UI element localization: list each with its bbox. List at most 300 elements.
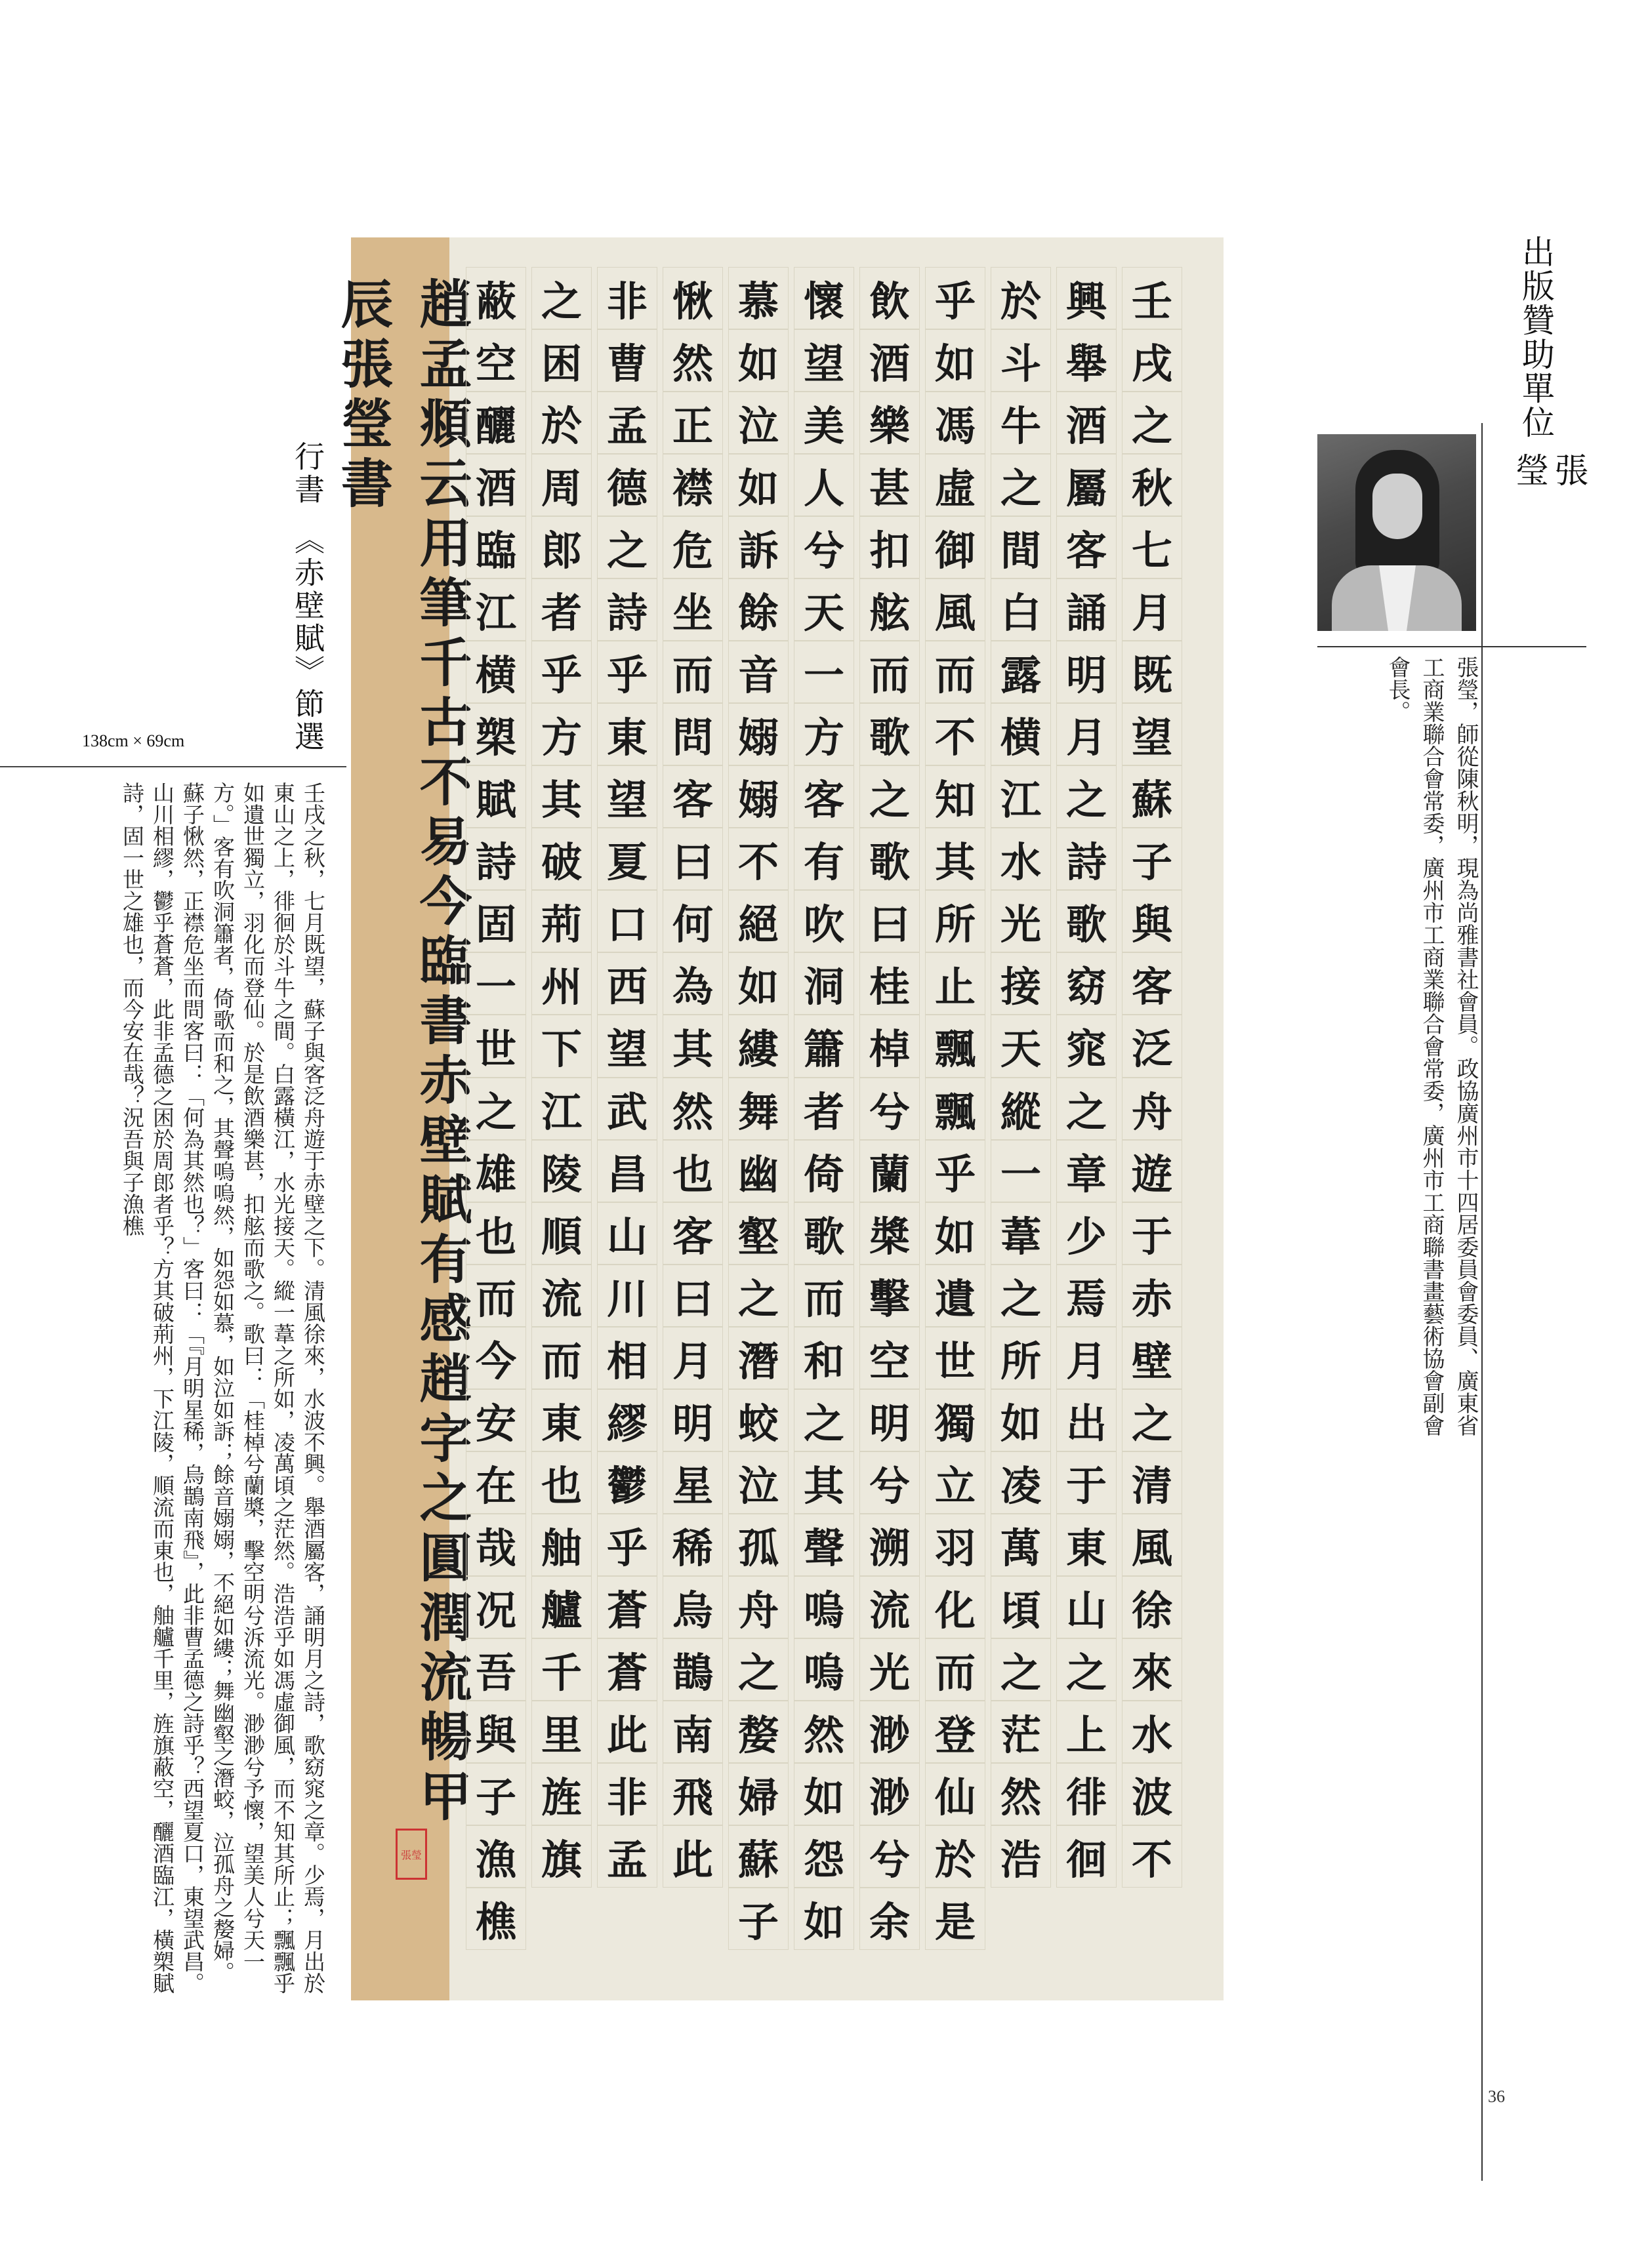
calligraphy-character: 昌	[597, 1140, 657, 1202]
calligraphy-character: 千	[531, 1638, 592, 1701]
calligraphy-character: 明	[663, 1389, 723, 1451]
calligraphy-character: 舉	[1056, 329, 1117, 392]
calligraphy-character: 泣	[728, 1451, 789, 1514]
calligraphy-character: 於	[531, 392, 592, 454]
calligraphy-character: 蛟	[728, 1389, 789, 1451]
calligraphy-character: 怨	[794, 1825, 854, 1888]
calligraphy-character: 而	[925, 641, 985, 703]
calligraphy-character: 武	[597, 1078, 657, 1140]
calligraphy-character: 之	[859, 765, 920, 828]
calligraphy-character: 酒	[1056, 392, 1117, 454]
calligraphy-character: 之	[991, 1638, 1051, 1701]
calligraphy-character: 繆	[597, 1389, 657, 1451]
calligraphy-character: 順	[531, 1202, 592, 1265]
calligraphy-character: 嗚	[794, 1576, 854, 1638]
calligraphy-character: 客	[794, 765, 854, 828]
calligraphy-character: 釃	[466, 392, 526, 454]
calligraphy-character: 樂	[859, 392, 920, 454]
calligraphy-character: 擊	[859, 1265, 920, 1327]
calligraphy-character: 茫	[991, 1701, 1051, 1763]
calligraphy-character: 牛	[991, 392, 1051, 454]
calligraphy-character: 然	[794, 1701, 854, 1763]
calligraphy-character: 也	[466, 1202, 526, 1265]
caption-divider	[0, 766, 346, 767]
calligraphy-character: 焉	[1056, 1265, 1117, 1327]
calligraphy-character: 横	[466, 641, 526, 703]
calligraphy-character: 與	[1122, 890, 1182, 952]
calligraphy-character: 詩	[1056, 828, 1117, 890]
artwork-title: 行書 《赤壁賦》節選	[290, 441, 325, 754]
calligraphy-character: 有	[794, 828, 854, 890]
calligraphy-character: 水	[1122, 1701, 1182, 1763]
calligraphy-character: 破	[531, 828, 592, 890]
calligraphy-character: 章	[1056, 1140, 1117, 1202]
calligraphy-character: 屬	[1056, 454, 1117, 516]
calligraphy-character: 潛	[728, 1327, 789, 1389]
calligraphy-character: 舞	[728, 1078, 789, 1140]
calligraphy-character: 空	[466, 329, 526, 392]
calligraphy-character: 兮	[794, 516, 854, 578]
calligraphy-character: 相	[597, 1327, 657, 1389]
calligraphy-character: 安	[466, 1389, 526, 1451]
calligraphy-character: 明	[1056, 641, 1117, 703]
calligraphy-character: 方	[794, 703, 854, 765]
calligraphy-character: 露	[991, 641, 1051, 703]
calligraphy-character: 曰	[663, 1265, 723, 1327]
calligraphy-character: 水	[991, 828, 1051, 890]
calligraphy-character: 空	[859, 1327, 920, 1389]
calligraphy-character: 幽	[728, 1140, 789, 1202]
calligraphy-character: 之	[1122, 1389, 1182, 1451]
calligraphy-character: 鵲	[663, 1638, 723, 1701]
calligraphy-column	[991, 267, 1051, 1972]
calligraphy-character: 接	[991, 952, 1051, 1015]
calligraphy-character: 戌	[1122, 329, 1182, 392]
calligraphy-character: 月	[663, 1327, 723, 1389]
calligraphy-character: 溯	[859, 1514, 920, 1576]
calligraphy-character: 壁	[1122, 1327, 1182, 1389]
calligraphy-character: 訴	[728, 516, 789, 578]
calligraphy-character: 非	[597, 1763, 657, 1825]
calligraphy-character: 遊	[1122, 1140, 1182, 1202]
calligraphy-character: 飛	[663, 1763, 723, 1825]
calligraphy-character: 徐	[1122, 1576, 1182, 1638]
calligraphy-character: 頃	[991, 1576, 1051, 1638]
calligraphy-column	[859, 267, 920, 1972]
calligraphy-character: 賦	[466, 765, 526, 828]
calligraphy-character: 扣	[859, 516, 920, 578]
calligraphy-character: 蘇	[728, 1825, 789, 1888]
sponsor-heading: 出版贊助單位	[1517, 235, 1555, 439]
calligraphy-character: 而	[925, 1638, 985, 1701]
calligraphy-character: 之	[728, 1638, 789, 1701]
calligraphy-character: 吹	[794, 890, 854, 952]
calligraphy-character: 登	[925, 1701, 985, 1763]
calligraphy-character: 飄	[925, 1015, 985, 1077]
calligraphy-column	[794, 267, 854, 1972]
calligraphy-character: 不	[925, 703, 985, 765]
calligraphy-character: 美	[794, 392, 854, 454]
calligraphy-character: 浩	[991, 1825, 1051, 1888]
calligraphy-character: 馮	[925, 392, 985, 454]
calligraphy-character: 徘	[1056, 1763, 1117, 1825]
calligraphy-character: 之	[1056, 765, 1117, 828]
calligraphy-character: 其	[663, 1015, 723, 1077]
calligraphy-character: 歌	[859, 703, 920, 765]
calligraphy-character: 一	[794, 641, 854, 703]
calligraphy-character: 蒼	[597, 1576, 657, 1638]
artwork-dimensions: 138cm × 69cm	[82, 731, 185, 750]
calligraphy-character: 酒	[466, 454, 526, 516]
calligraphy-character: 陵	[531, 1140, 592, 1202]
calligraphy-character: 然	[663, 1078, 723, 1140]
calligraphy-character: 何	[663, 890, 723, 952]
calligraphy-character: 槊	[466, 703, 526, 765]
calligraphy-character: 酒	[859, 329, 920, 392]
calligraphy-character: 旌	[531, 1763, 592, 1825]
calligraphy-character: 如	[728, 952, 789, 1015]
calligraphy-character: 江	[531, 1078, 592, 1140]
calligraphy-character: 夏	[597, 828, 657, 890]
calligraphy-character: 世	[466, 1015, 526, 1077]
calligraphy-character: 子	[728, 1888, 789, 1950]
calligraphy-character: 况	[466, 1576, 526, 1638]
calligraphy-character: 舳	[531, 1514, 592, 1576]
calligraphy-column	[597, 267, 657, 1972]
calligraphy-character: 縱	[991, 1078, 1051, 1140]
calligraphy-character: 立	[925, 1451, 985, 1514]
calligraphy-character: 歌	[794, 1202, 854, 1265]
calligraphy-character: 兮	[859, 1078, 920, 1140]
calligraphy-character: 慕	[728, 267, 789, 329]
calligraphy-character: 旗	[531, 1825, 592, 1888]
calligraphy-character: 如	[728, 329, 789, 392]
calligraphy-character: 也	[531, 1451, 592, 1514]
calligraphy-character: 客	[1122, 952, 1182, 1015]
calligraphy-character: 餘	[728, 578, 789, 641]
calligraphy-character: 波	[1122, 1763, 1182, 1825]
calligraphy-character: 者	[794, 1078, 854, 1140]
calligraphy-character: 山	[1056, 1576, 1117, 1638]
calligraphy-character: 然	[663, 329, 723, 392]
artist-bio: 張瑩，師從陳秋明，現為尚雅書社會員。政協廣州市十四居委員會委員、廣東省工商業聯合會常委，廣州市工商業聯合會常委，廣州市工商聯書畫藝術協會副會會長。	[1384, 656, 1479, 1436]
calligraphy-column	[1122, 267, 1182, 1972]
calligraphy-character: 之	[531, 267, 592, 329]
calligraphy-character: 如	[991, 1389, 1051, 1451]
calligraphy-character: 明	[859, 1389, 920, 1451]
calligraphy-character: 望	[1122, 703, 1182, 765]
calligraphy-character: 與	[466, 1701, 526, 1763]
calligraphy-character: 横	[991, 703, 1051, 765]
calligraphy-character: 西	[597, 952, 657, 1015]
calligraphy-character: 於	[991, 267, 1051, 329]
calligraphy-character: 徊	[1056, 1825, 1117, 1888]
calligraphy-character: 世	[925, 1327, 985, 1389]
calligraphy-character: 不	[1122, 1825, 1182, 1888]
calligraphy-character: 困	[531, 329, 592, 392]
calligraphy-character: 愀	[663, 267, 723, 329]
calligraphy-character: 槳	[859, 1202, 920, 1265]
calligraphy-character: 在	[466, 1451, 526, 1514]
calligraphy-character: 之	[794, 1389, 854, 1451]
calligraphy-character: 樵	[466, 1888, 526, 1950]
calligraphy-character: 里	[531, 1701, 592, 1763]
calligraphy-character: 止	[925, 952, 985, 1015]
calligraphy-character: 東	[597, 703, 657, 765]
calligraphy-character: 飲	[859, 267, 920, 329]
calligraphy-character: 虛	[925, 454, 985, 516]
calligraphy-character: 兮	[859, 1451, 920, 1514]
calligraphy-character: 也	[663, 1140, 723, 1202]
calligraphy-character: 烏	[663, 1576, 723, 1638]
calligraphy-character: 光	[991, 890, 1051, 952]
calligraphy-character: 風	[1122, 1514, 1182, 1576]
page-number: 36	[1488, 2087, 1505, 2106]
calligraphy-character: 絕	[728, 890, 789, 952]
calligraphy-character: 而	[663, 641, 723, 703]
calligraphy-character: 七	[1122, 516, 1182, 578]
calligraphy-character: 興	[1056, 267, 1117, 329]
calligraphy-character: 曹	[597, 329, 657, 392]
calligraphy-column	[466, 267, 526, 1972]
calligraphy-character: 不	[728, 828, 789, 890]
calligraphy-character: 之	[991, 1265, 1051, 1327]
calligraphy-character: 窈	[1056, 952, 1117, 1015]
calligraphy-character: 詩	[466, 828, 526, 890]
calligraphy-character: 仙	[925, 1763, 985, 1825]
calligraphy-character: 是	[925, 1888, 985, 1950]
calligraphy-character: 於	[925, 1825, 985, 1888]
calligraphy-column	[531, 267, 592, 1972]
calligraphy-character: 危	[663, 516, 723, 578]
calligraphy-character: 江	[466, 578, 526, 641]
calligraphy-character: 洞	[794, 952, 854, 1015]
calligraphy-character: 和	[794, 1327, 854, 1389]
calligraphy-character: 清	[1122, 1451, 1182, 1514]
calligraphy-character: 渺	[859, 1701, 920, 1763]
calligraphy-character: 問	[663, 703, 723, 765]
calligraphy-character: 之	[1056, 1078, 1117, 1140]
calligraphy-character: 孤	[728, 1514, 789, 1576]
calligraphy-character: 蔽	[466, 267, 526, 329]
artist-portrait-photo	[1317, 434, 1476, 631]
calligraphy-character: 流	[531, 1265, 592, 1327]
calligraphy-character: 人	[794, 454, 854, 516]
calligraphy-character: 方	[531, 703, 592, 765]
calligraphy-column	[1056, 267, 1117, 1972]
calligraphy-character: 子	[1122, 828, 1182, 890]
calligraphy-character: 客	[663, 1202, 723, 1265]
calligraphy-character: 如	[925, 1202, 985, 1265]
calligraphy-character: 蘇	[1122, 765, 1182, 828]
calligraphy-character: 子	[466, 1763, 526, 1825]
calligraphy-character: 川	[597, 1265, 657, 1327]
calligraphy-character: 臨	[466, 516, 526, 578]
calligraphy-character: 渺	[859, 1763, 920, 1825]
calligraphy-character: 間	[991, 516, 1051, 578]
calligraphy-character: 此	[663, 1825, 723, 1888]
calligraphy-character: 獨	[925, 1389, 985, 1451]
calligraphy-character: 荊	[531, 890, 592, 952]
calligraphy-character: 余	[859, 1888, 920, 1950]
calligraphy-character: 如	[925, 329, 985, 392]
red-seal-stamp: 張瑩	[396, 1829, 427, 1880]
calligraphy-character: 今	[466, 1327, 526, 1389]
calligraphy-character: 白	[991, 578, 1051, 641]
calligraphy-character: 者	[531, 578, 592, 641]
calligraphy-character: 其	[925, 828, 985, 890]
calligraphy-character: 既	[1122, 641, 1182, 703]
calligraphy-character: 歌	[859, 828, 920, 890]
calligraphy-character: 正	[663, 392, 723, 454]
calligraphy-character: 固	[466, 890, 526, 952]
calligraphy-character: 哉	[466, 1514, 526, 1576]
calligraphy-character: 蒼	[597, 1638, 657, 1701]
calligraphy-character: 如	[794, 1888, 854, 1950]
calligraphy-character: 東	[1056, 1514, 1117, 1576]
calligraphy-character: 乎	[925, 1140, 985, 1202]
calligraphy-character: 音	[728, 641, 789, 703]
calligraphy-character: 雄	[466, 1140, 526, 1202]
calligraphy-character: 御	[925, 516, 985, 578]
calligraphy-character: 天	[991, 1015, 1051, 1077]
calligraphy-character: 乎	[597, 1514, 657, 1576]
calligraphy-character: 山	[597, 1202, 657, 1265]
calligraphy-character: 德	[597, 454, 657, 516]
calligraphy-character: 口	[597, 890, 657, 952]
calligraphy-character: 南	[663, 1701, 723, 1763]
calligraphy-character: 知	[925, 765, 985, 828]
calligraphy-character: 而	[531, 1327, 592, 1389]
calligraphy-character: 嫋	[728, 703, 789, 765]
calligraphy-character: 風	[925, 578, 985, 641]
calligraphy-character: 飄	[925, 1078, 985, 1140]
calligraphy-character: 乎	[925, 267, 985, 329]
calligraphy-character: 孟	[597, 392, 657, 454]
calligraphy-character: 然	[991, 1763, 1051, 1825]
calligraphy-character: 化	[925, 1576, 985, 1638]
calligraphy-character: 月	[1056, 1327, 1117, 1389]
calligraphy-character: 望	[597, 765, 657, 828]
calligraphy-character: 萬	[991, 1514, 1051, 1576]
calligraphy-character: 之	[1056, 1638, 1117, 1701]
calligraphy-character: 如	[728, 454, 789, 516]
calligraphy-character: 泣	[728, 392, 789, 454]
calligraphy-character: 為	[663, 952, 723, 1015]
calligraphy-character: 乎	[597, 641, 657, 703]
calligraphy-character: 非	[597, 267, 657, 329]
calligraphy-character: 一	[466, 952, 526, 1015]
calligraphy-character: 此	[597, 1701, 657, 1763]
calligraphy-column	[925, 267, 985, 1972]
calligraphy-character: 之	[728, 1265, 789, 1327]
calligraphy-character: 舟	[1122, 1078, 1182, 1140]
calligraphy-character: 舟	[728, 1576, 789, 1638]
calligraphy-character: 所	[925, 890, 985, 952]
calligraphy-character: 之	[466, 1078, 526, 1140]
calligraphy-character: 而	[466, 1265, 526, 1327]
calligraphy-character: 詩	[597, 578, 657, 641]
calligraphy-column	[728, 267, 789, 1972]
calligraphy-character: 如	[794, 1763, 854, 1825]
calligraphy-character: 赤	[1122, 1265, 1182, 1327]
calligraphy-character: 縷	[728, 1015, 789, 1077]
calligraphy-character: 壑	[728, 1202, 789, 1265]
calligraphy-character: 乎	[531, 641, 592, 703]
calligraphy-character: 東	[531, 1389, 592, 1451]
calligraphy-character: 光	[859, 1638, 920, 1701]
calligraphy-character: 艫	[531, 1576, 592, 1638]
calligraphy-character: 壬	[1122, 267, 1182, 329]
calligraphy-character: 羽	[925, 1514, 985, 1576]
calligraphy-character: 稀	[663, 1514, 723, 1576]
calligraphy-character: 桂	[859, 952, 920, 1015]
calligraphy-character: 泛	[1122, 1015, 1182, 1077]
calligraphy-character: 之	[597, 516, 657, 578]
calligraphy-character: 懷	[794, 267, 854, 329]
calligraphy-character: 客	[663, 765, 723, 828]
calligraphy-character: 窕	[1056, 1015, 1117, 1077]
calligraphy-character: 婦	[728, 1763, 789, 1825]
artist-name: 張瑩	[1509, 453, 1588, 546]
calligraphy-character: 而	[794, 1265, 854, 1327]
calligraphy-character: 兮	[859, 1825, 920, 1888]
calligraphy-character: 鬱	[597, 1451, 657, 1514]
calligraphy-character: 下	[531, 1015, 592, 1077]
calligraphy-character: 曰	[859, 890, 920, 952]
calligraphy-character: 所	[991, 1327, 1051, 1389]
calligraphy-character: 聲	[794, 1514, 854, 1576]
calligraphy-character: 棹	[859, 1015, 920, 1077]
calligraphy-character: 嗚	[794, 1638, 854, 1701]
calligraphy-character: 流	[859, 1576, 920, 1638]
calligraphy-character: 之	[991, 454, 1051, 516]
calligraphy-character: 少	[1056, 1202, 1117, 1265]
calligraphy-character: 江	[991, 765, 1051, 828]
calligraphy-character: 斗	[991, 329, 1051, 392]
calligraphy-character: 周	[531, 454, 592, 516]
calligraphy-character: 誦	[1056, 578, 1117, 641]
calligraphy-character: 嫠	[728, 1701, 789, 1763]
sidebar-horizontal-rule	[1317, 646, 1586, 647]
calligraphy-character: 星	[663, 1451, 723, 1514]
calligraphy-character: 坐	[663, 578, 723, 641]
calligraphy-character: 月	[1056, 703, 1117, 765]
calligraphy-character: 月	[1122, 578, 1182, 641]
calligraphy-character: 一	[991, 1140, 1051, 1202]
calligraphy-character: 簫	[794, 1015, 854, 1077]
calligraphy-character: 于	[1056, 1451, 1117, 1514]
calligraphy-character: 其	[531, 765, 592, 828]
calligraphy-character: 曰	[663, 828, 723, 890]
calligraphy-character: 望	[794, 329, 854, 392]
calligraphy-character: 出	[1056, 1389, 1117, 1451]
calligraphy-character: 遺	[925, 1265, 985, 1327]
calligraphy-character: 望	[597, 1015, 657, 1077]
calligraphy-character: 客	[1056, 516, 1117, 578]
calligraphy-artwork	[332, 237, 1224, 2000]
calligraphy-character: 蘭	[859, 1140, 920, 1202]
calligraphy-character: 葦	[991, 1202, 1051, 1265]
calligraphy-character: 郎	[531, 516, 592, 578]
calligraphy-character: 嫋	[728, 765, 789, 828]
calligraphy-character: 于	[1122, 1202, 1182, 1265]
calligraphy-character: 孟	[597, 1825, 657, 1888]
text-transcription: 壬戌之秋，七月既望，蘇子與客泛舟遊于赤壁之下。清風徐來，水波不興。舉酒屬客，誦明月之詩，歌窈窕之章。少焉，月出於東山之上，徘徊於斗牛之間。白露橫江，水光接天。縱一葦之所如，凌萬頃之茫然。浩浩乎如馮虛御風，而不知其所止；飄飄乎如遺世獨立，羽化而登仙。於是飲酒樂甚，扣舷而歌之。歌曰：「桂棹兮蘭槳，擊空明兮泝流光。渺渺兮予懷，望美人兮天一方。」客有吹洞簫者，倚歌而和之，其聲嗚嗚然，如怨如慕，如泣如訴；餘音嫋嫋，不絕如縷；舞幽壑之潛蛟，泣孤舟之嫠婦。蘇子愀然，正襟危坐而問客曰：「何為其然也？」客曰：「『月明星稀，烏鵲南飛』，此非曹孟德之詩乎？西望夏口，東望武昌。山川相繆，鬱乎蒼蒼，此非孟德之困於周郎者乎？方其破荊州，下江陵，順流而東也，舳艫千里，旌旗蔽空，釃酒臨江，橫槊賦詩，固一世之雄也，而今安在哉？況吾與子漁樵	[119, 782, 326, 1994]
calligraphy-character: 舷	[859, 578, 920, 641]
calligraphy-character: 襟	[663, 454, 723, 516]
calligraphy-character: 秋	[1122, 454, 1182, 516]
